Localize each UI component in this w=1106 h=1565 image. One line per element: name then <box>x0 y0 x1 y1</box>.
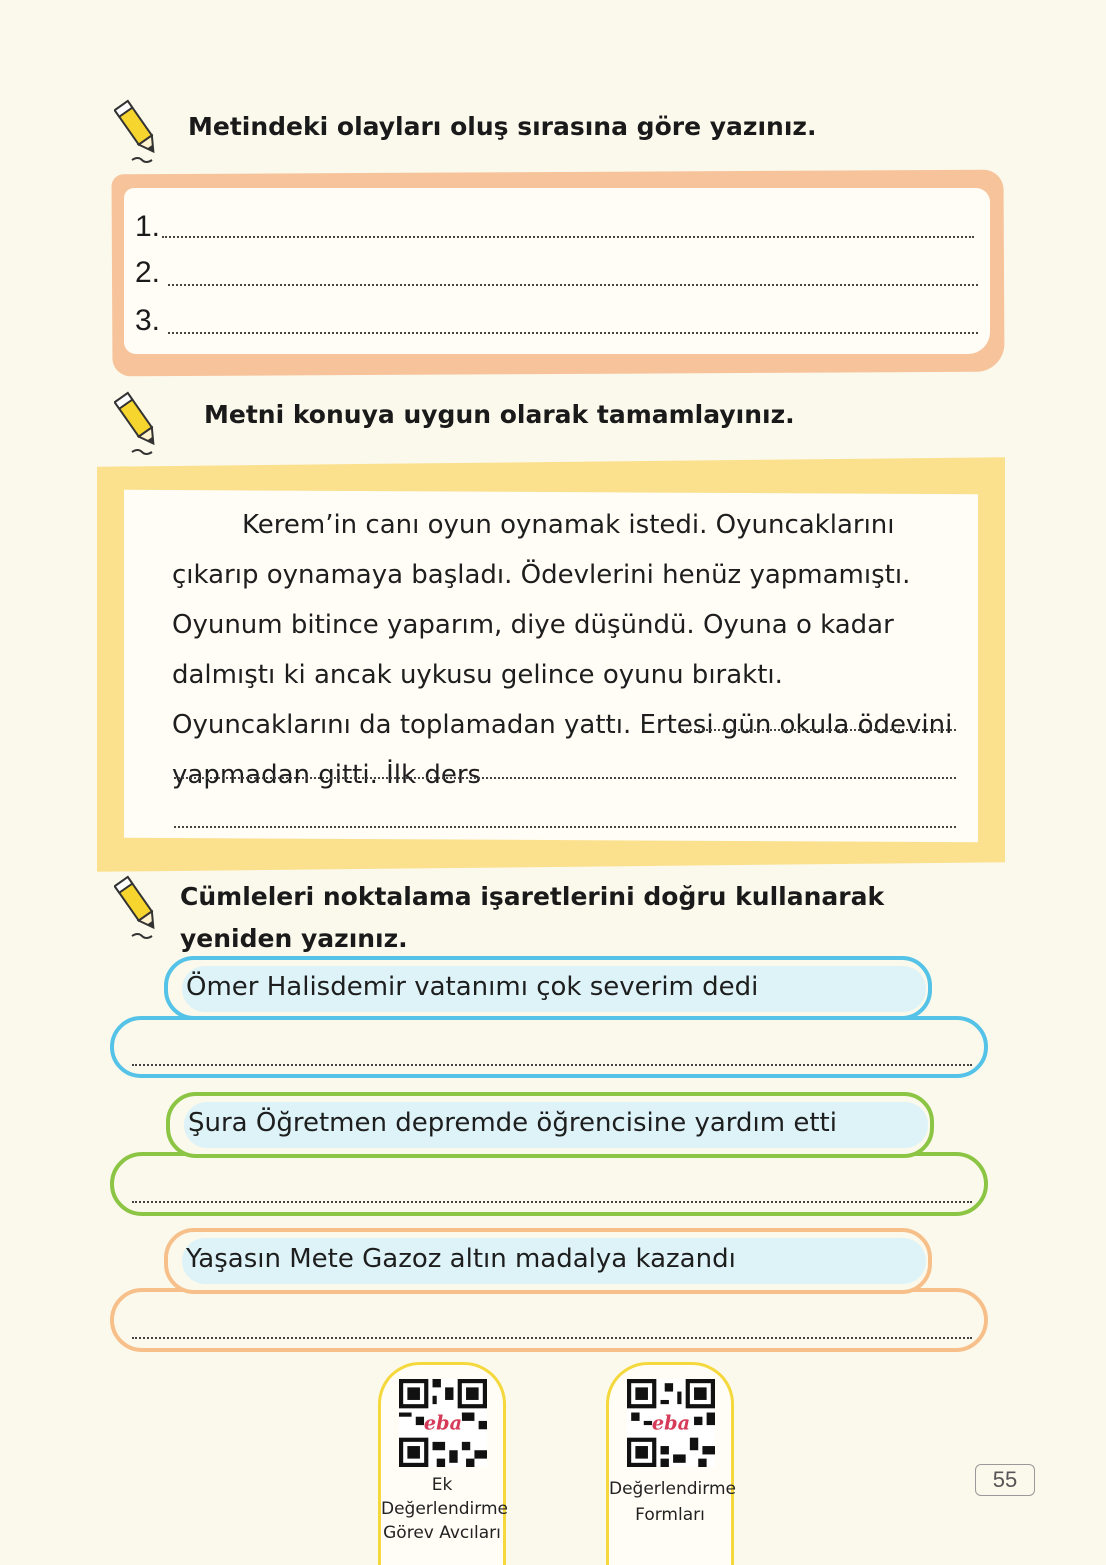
answer-field-1[interactable] <box>110 1016 988 1078</box>
eba-logo: eba <box>423 1411 463 1435</box>
event-number-2: 2. <box>135 256 161 289</box>
sentence-1: Ömer Halisdemir vatanımı çok severim dedi <box>186 972 759 1002</box>
pencil-icon <box>114 96 164 166</box>
story-line-1[interactable] <box>682 729 956 731</box>
section3-heading: Cümleleri noktalama işaretlerini doğru kullanarak yeniden yazınız. <box>180 882 885 953</box>
answer-field-3[interactable] <box>110 1288 988 1352</box>
qr-label-1-line-1: Ek <box>431 1475 453 1495</box>
event-line-3[interactable] <box>168 332 978 334</box>
sentence-3: Yaşasın Mete Gazoz altın madalya kazandı <box>186 1244 736 1274</box>
answer-line-3[interactable] <box>132 1337 972 1339</box>
answer-line-2[interactable] <box>132 1201 972 1203</box>
page-number <box>975 1464 1035 1496</box>
qr-card-degerlendirme-formlari[interactable] <box>606 1362 734 1565</box>
qr-label-1-line-3: Görev Avcıları <box>383 1523 501 1543</box>
pencil-icon <box>114 388 164 458</box>
event-number-1: 1. <box>135 210 161 243</box>
story-text: Kerem’in canı oyun oynamak istedi. Oyuncaklarını çıkarıp oynamaya başladı. Ödevlerini henüz yapmamıştı. Oyunum bitince yaparım, diye düşündü. Oyuna o kadar dalmıştı ki ancak uykusu gelince oyunu bıraktı. Oyuncaklarını da toplamadan yattı. Ertesi gün okula ödevini yapmadan gitti. İlk ders <box>172 510 953 790</box>
section2-heading: Metni konuya uygun olarak tamamlayınız. <box>204 400 795 429</box>
event-line-1[interactable] <box>162 236 974 238</box>
event-number-3: 3. <box>135 304 161 337</box>
page-number-value: 55 <box>992 1467 1018 1492</box>
story-line-2[interactable] <box>174 777 956 779</box>
qr-label-2-line-2: Formları <box>635 1505 705 1525</box>
events-box <box>124 188 990 354</box>
story-line-3[interactable] <box>174 826 956 828</box>
qr-code-icon[interactable] <box>399 1379 487 1467</box>
answer-line-1[interactable] <box>132 1064 972 1066</box>
eba-logo: eba <box>651 1411 691 1435</box>
answer-field-2[interactable] <box>110 1152 988 1216</box>
section1-heading: Metindeki olayları oluş sırasına göre yazınız. <box>188 112 817 141</box>
qr-label-2-line-1: Değerlendirme <box>609 1479 736 1499</box>
event-line-2[interactable] <box>168 284 978 286</box>
pencil-icon <box>114 872 164 942</box>
story-paragraph <box>172 500 962 800</box>
sentence-2: Şura Öğretmen depremde öğrencisine yardım etti <box>188 1108 837 1138</box>
qr-code-icon[interactable] <box>627 1379 715 1467</box>
qr-card-gorev-avcilari[interactable] <box>378 1362 506 1565</box>
qr-label-1-line-2: Değerlendirme <box>381 1499 508 1519</box>
